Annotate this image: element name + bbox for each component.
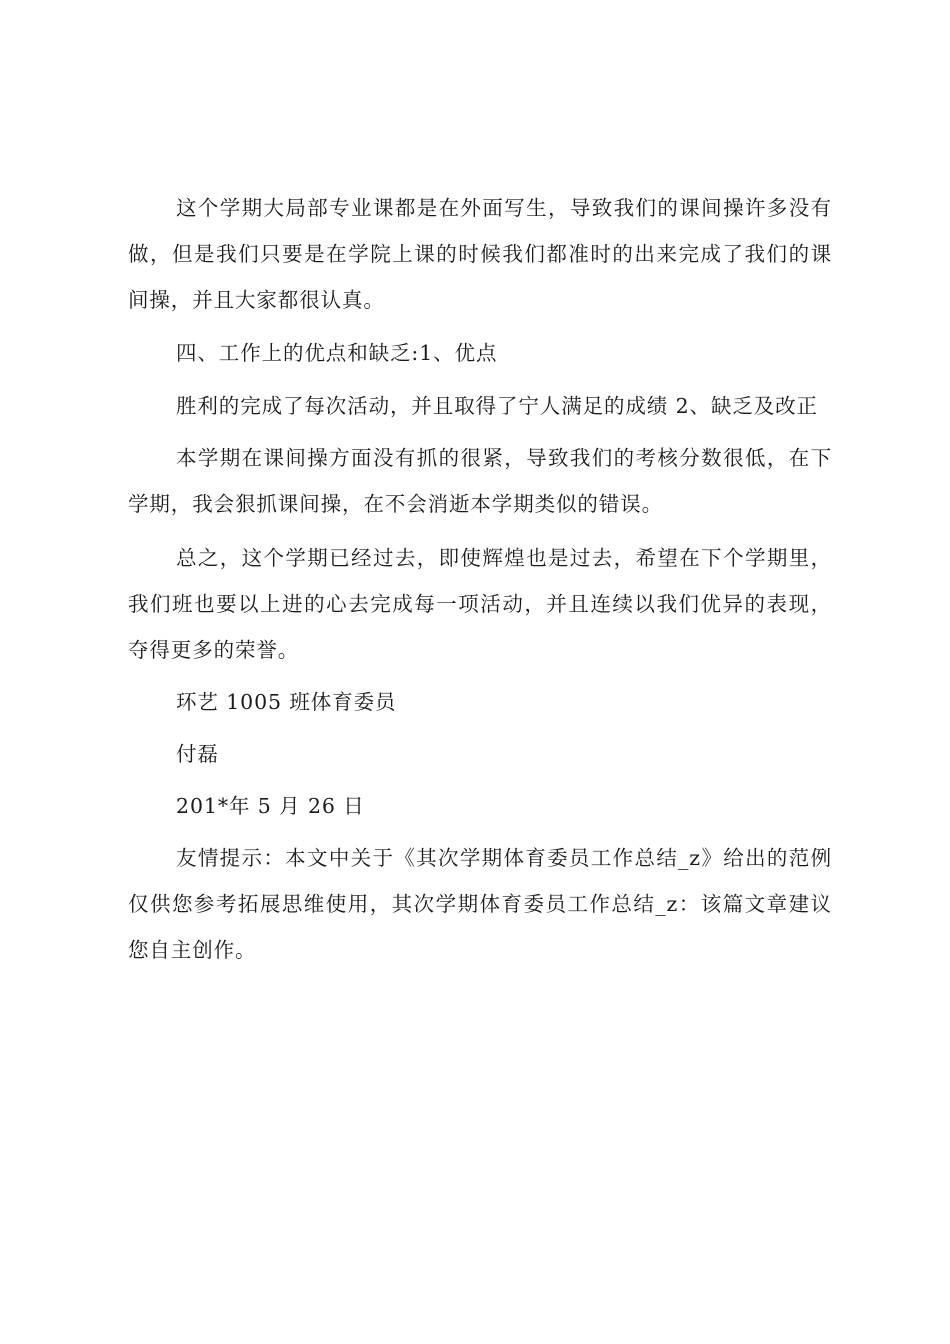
signature-date: 201*年 5 月 26 日 [176,794,365,818]
paragraph-shortcomings: 本学期在课间操方面没有抓的很紧，导致我们的考核分数很低，在下学期，我会狠抓课间操，在不会消逝本学期类似的错误。 [128,446,832,516]
paragraph-section-heading: 四、工作上的优点和缺乏:1、优点 [176,341,498,365]
signature-class: 环艺 1005 班体育委员 [176,690,397,714]
signature-name: 付磊 [176,742,219,766]
paragraph-conclusion: 总之，这个学期已经过去，即使辉煌也是过去，希望在下个学期里，我们班也要以上进的心去完成每一项活动，并且连续以我们优异的表现，夺得更多的荣誉。 [128,546,832,662]
document-body [128,185,832,973]
friendly-note: 友情提示：本文中关于《其次学期体育委员工作总结_z》给出的范例仅供您参考拓展思维使用，其次学期体育委员工作总结_z：该篇文章建议您自主创作。 [128,846,832,962]
paragraph-achievements: 胜利的完成了每次活动，并且取得了宁人满足的成绩 2、缺乏及改正 [176,394,818,418]
paragraph-exercise: 这个学期大局部专业课都是在外面写生，导致我们的课间操许多没有做，但是我们只要是在学院上课的时候我们都准时的出来完成了我们的课间操，并且大家都很认真。 [128,196,832,312]
